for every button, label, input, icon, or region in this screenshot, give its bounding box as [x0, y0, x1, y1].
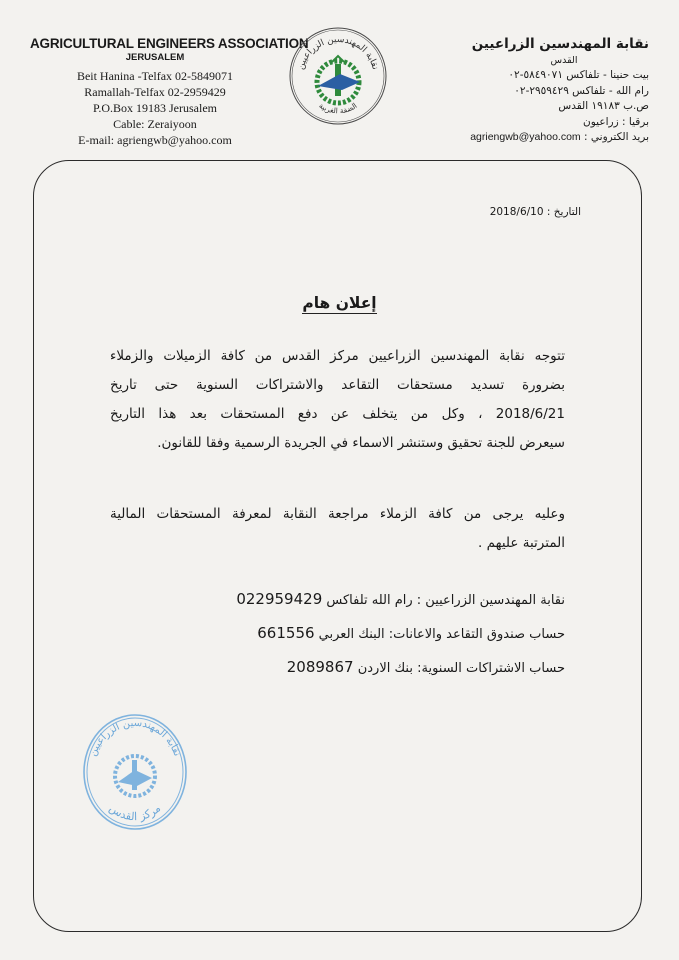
- info-row-subscriptions-account: [110, 650, 565, 684]
- info-value: 2089867: [286, 658, 354, 676]
- address-line: Cable: Zeraiyoon: [113, 117, 197, 131]
- address-line-arabic: ص.ب ١٩١٨٣ القدس: [558, 100, 649, 112]
- info-label: حساب الاشتراكات السنوية: بنك الاردن: [357, 661, 565, 676]
- address-line-arabic: بيت حنينا - تلفاكس ٥٨٤٩٠٧١-٠٢: [508, 69, 649, 81]
- stamp-text-bottom: مركز القدس: [106, 801, 164, 824]
- email-line-arabic: [429, 130, 649, 146]
- info-label: حساب صندوق التقاعد والاعانات: البنك العربي: [318, 627, 565, 642]
- org-name-english: AGRICULTURAL ENGINEERS ASSOCIATION: [30, 36, 309, 51]
- letterhead-arabic: [429, 36, 649, 146]
- contact-accounts: [110, 582, 565, 684]
- paragraph-line: تتوجه نقابة المهندسين الزراعيين مركز القدس من كافة الزميلات والزملاء: [110, 348, 565, 364]
- paragraph-line: وعليه يرجى من كافة الزملاء مراجعة النقابة لمعرفة المستحقات المالية: [110, 506, 565, 522]
- letterhead-english: [30, 36, 309, 148]
- address-line-arabic: برقيا : زراعيون: [583, 115, 649, 128]
- paragraph-line: المترتبة عليهم .: [478, 535, 565, 551]
- address-line: Ramallah-Telfax 02-2959429: [84, 85, 226, 99]
- org-city-english: JERUSALEM: [125, 52, 185, 63]
- email-address: agriengwb@yahoo.com: [470, 131, 581, 143]
- association-logo: [288, 26, 388, 126]
- org-name-arabic: نقابة المهندسين الزراعيين: [471, 36, 649, 52]
- info-row-retirement-account: [110, 616, 565, 650]
- paragraph-main: [110, 342, 565, 458]
- announcement-title: [0, 294, 679, 312]
- email-line-english: E-mail: agriengwb@yahoo.com: [78, 133, 232, 147]
- document-date: التاريخ : 2018/6/10: [489, 206, 581, 218]
- address-line-arabic: رام الله - تلفاكس ٢٩٥٩٤٢٩-٠٢: [514, 84, 649, 97]
- info-value: 661556: [257, 624, 315, 642]
- org-city-arabic: القدس: [550, 55, 578, 66]
- logo-text-bottom: الضفة الغربية: [317, 100, 359, 116]
- paragraph-line: 2018/6/21 ، وكل من يتخلف عن دفع المستحقات بعد هذا التاريخ: [110, 406, 565, 422]
- email-label-arabic: بريد الكتروني :: [584, 131, 649, 143]
- info-label: نقابة المهندسين الزراعيين : رام الله تلفاكس: [326, 593, 565, 608]
- paragraph-line: سيعرض للجنة تحقيق وستنشر الاسماء في الجريدة الرسمية وفقا للقانون.: [157, 435, 565, 451]
- info-row-phone: [110, 582, 565, 616]
- paragraph-line: بضرورة تسديد مستحقات التقاعد والاشتراكات السنوية حتى تاريخ: [110, 377, 565, 393]
- paragraph-followup: [110, 500, 565, 558]
- address-line: P.O.Box 19183 Jerusalem: [93, 101, 217, 115]
- logo-text-top: نقابة المهندسين الزراعيين: [296, 34, 380, 71]
- announcement-title-text: إعلان هام: [302, 294, 377, 312]
- info-value: 022959429: [236, 590, 323, 608]
- stamp-text-top: نقابة المهندسين الزراعيين: [87, 717, 183, 758]
- plough-icon: [318, 56, 360, 96]
- stamp-emblem-icon: [115, 756, 155, 796]
- official-stamp: [82, 712, 188, 832]
- address-line: Beit Hanina -Telfax 02-5849071: [76, 69, 234, 83]
